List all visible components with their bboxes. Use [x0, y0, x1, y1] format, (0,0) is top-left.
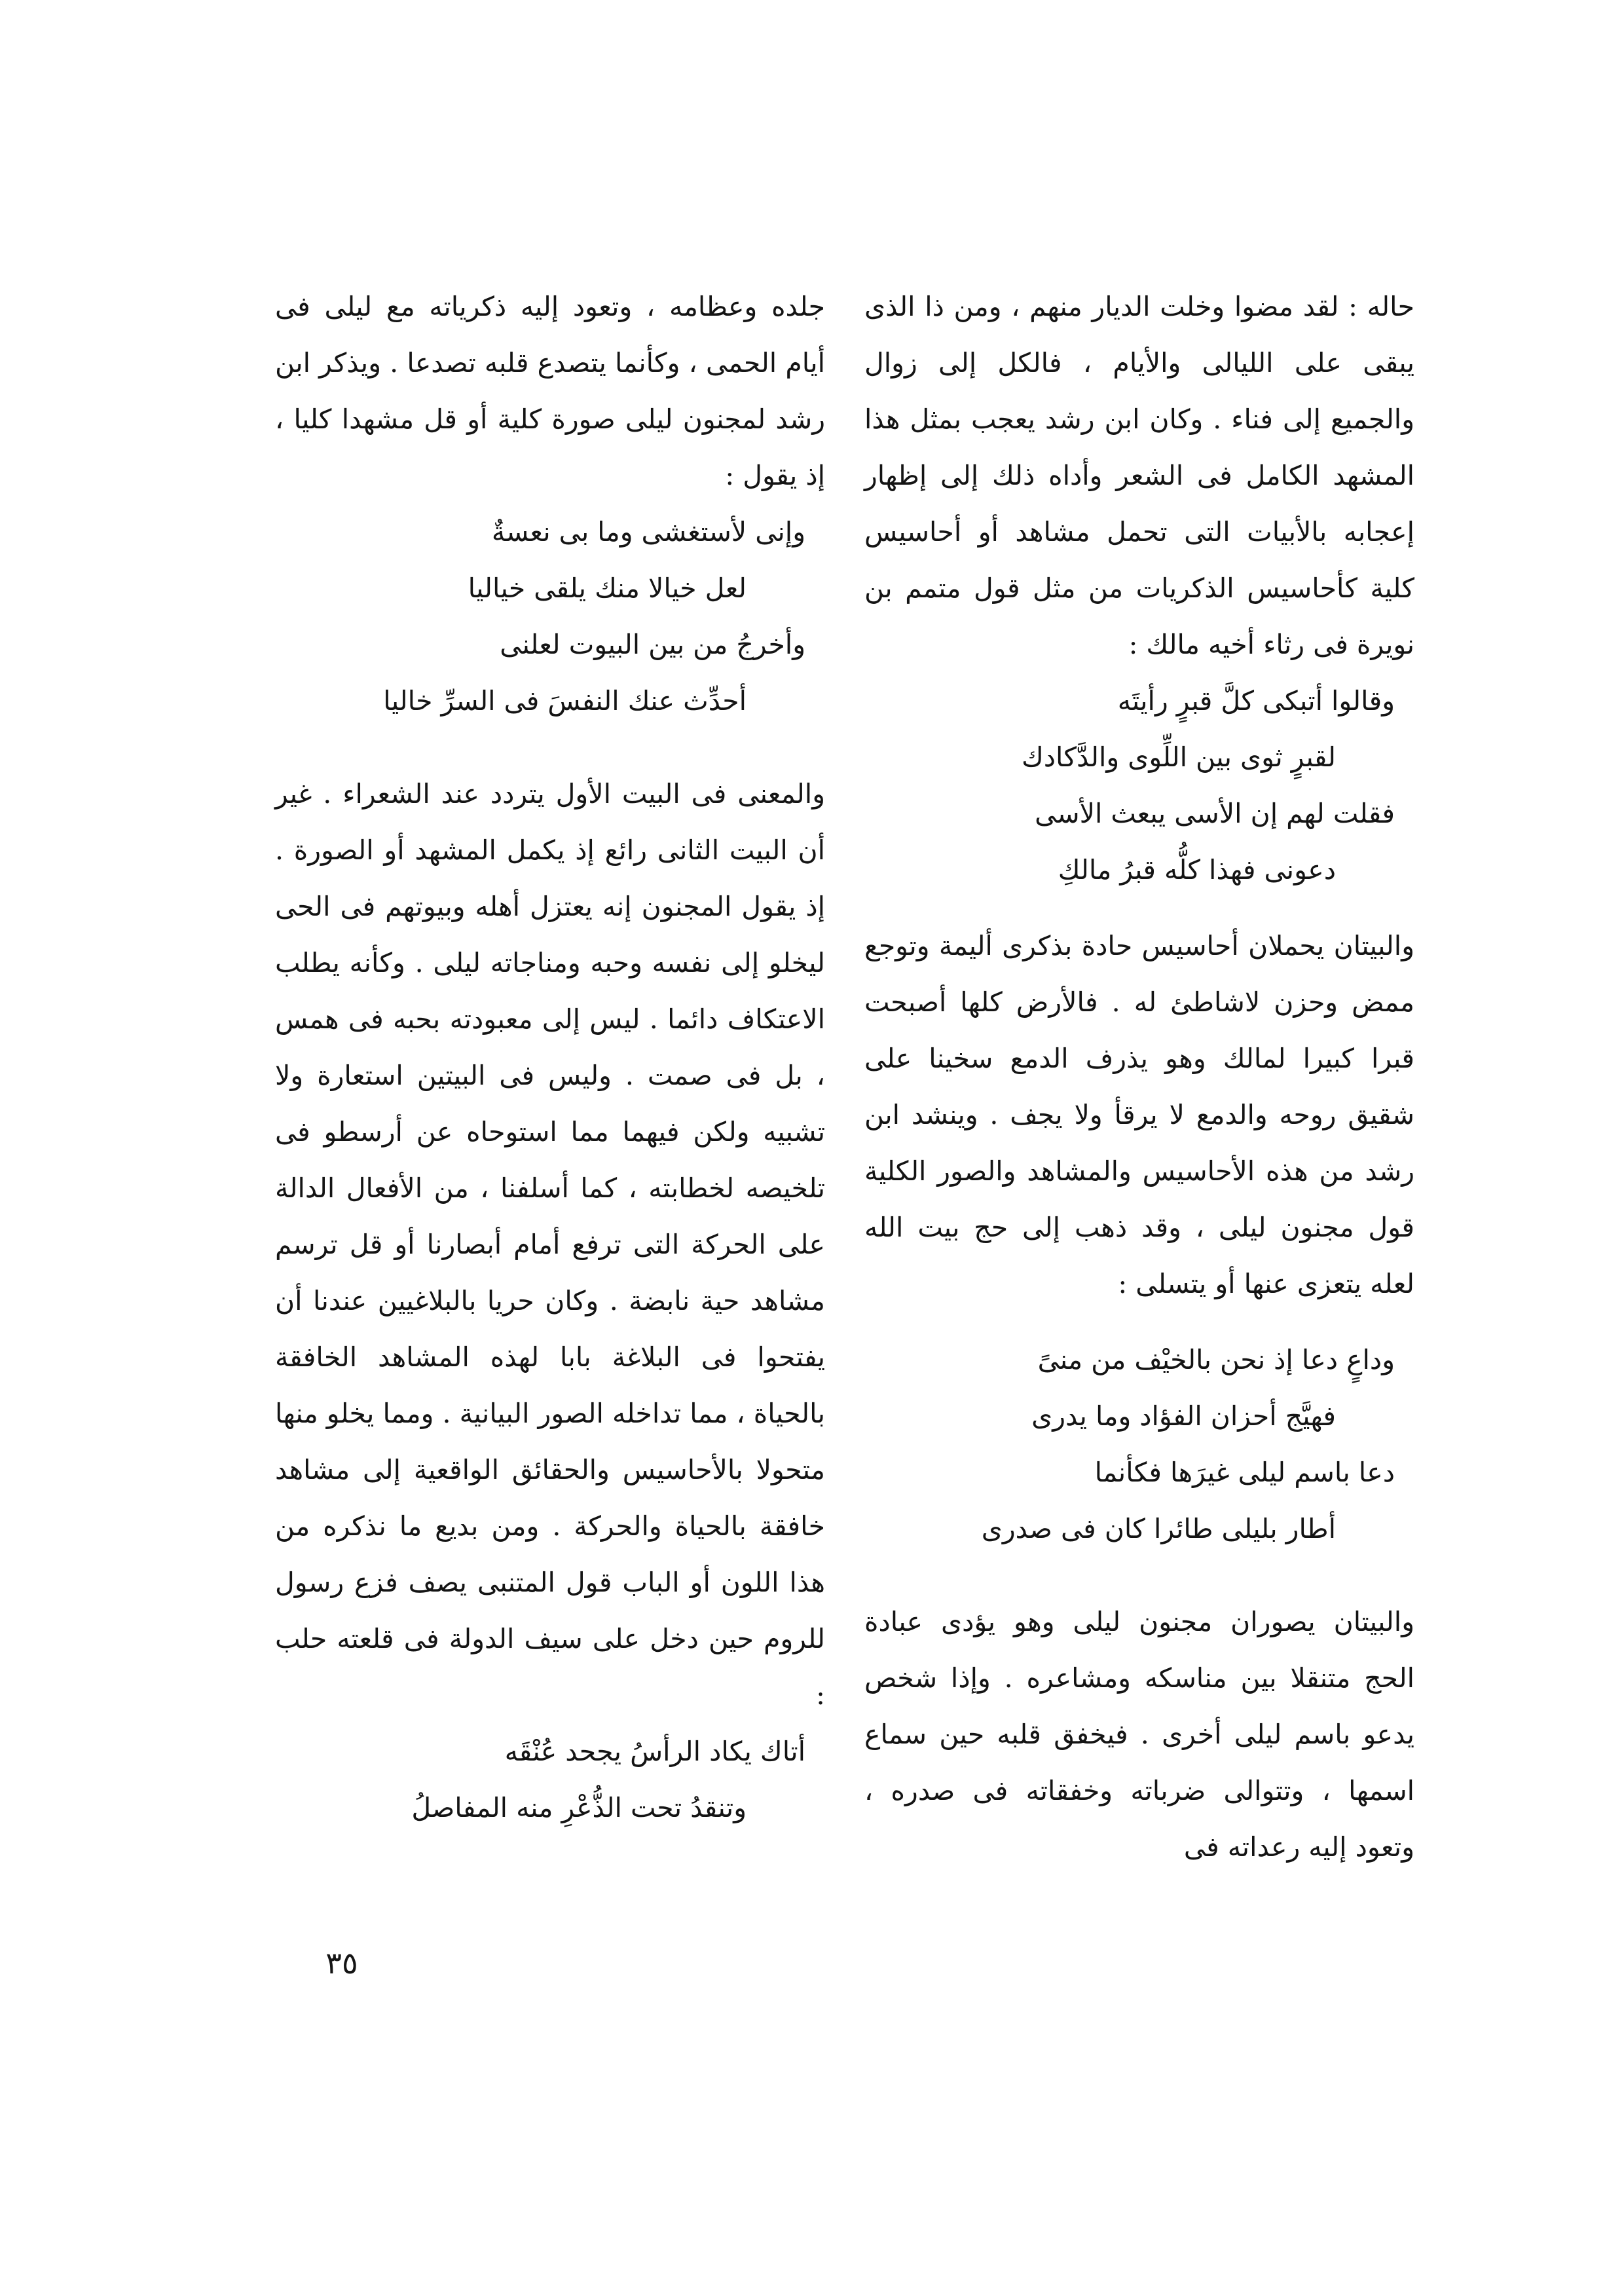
verse-line: وداعٍ دعا إذ نحن بالخيْف من منىً	[1037, 1344, 1395, 1375]
verse-line: وأخرجُ من بين البيوت لعلنى	[500, 629, 805, 660]
paragraph: والبيتان يصوران مجنون ليلى وهو يؤدى عبادة الحج متنقلا بين مناسكه ومشاعره . وإذا شخص يدعو باسم ليلى أخرى . فيخفق قلبه حين سماع اسمها ، وتتوالى ضرباته وخفقاته فى صدره ، وتعود إليه رعداته فى	[864, 1606, 1414, 1863]
verse-line: فقلت لهم إن الأسى يبعث الأسى	[1035, 798, 1395, 829]
verse-line: فهيَّج أحزان الفؤاد وما يدرى	[1031, 1400, 1336, 1432]
verse-line: وقالوا أتبكى كلَّ قبرٍ رأيتَه	[1117, 685, 1395, 717]
verse-line: لقبرٍ ثوى بين اللِّوى والدَّكادك	[1021, 741, 1336, 773]
paragraph: جلده وعظامه ، وتعود إليه ذكرياته مع ليلى فى أيام الحمى ، وكأنما يتصدع قلبه تصدعا . ويذكر ابن رشد لمجنون ليلى صورة كلية أو قل مشهدا كليا ، إذ يقول :	[275, 291, 826, 491]
verse-line: وتنقدُ تحت الذُّعْرِ منه المفاصلُ	[411, 1792, 747, 1823]
paragraph: والبيتان يحملان أحاسيس حادة بذكرى أليمة وتوجع ممض وحزن لاشاطئ له . فالأرض كلها أصبحت قبرا كبيرا لمالك وهو يذرف الدمع سخينا على شقيق روحه والدمع لا يرقأ ولا يجف . وينشد ابن رشد من هذه الأحاسيس والمشاهد والصور الكلية قول مجنون ليلى ، وقد ذهب إلى حج بيت الله لعله يتعزى عنها أو يتسلى :	[864, 930, 1414, 1299]
verse-line: دعونى فهذا كلُّه قبرُ مالكِ	[1058, 854, 1336, 886]
verse-line: لعل خيالا منك يلقى خياليا	[468, 572, 747, 604]
verse-line: أطار بليلى طائرا كان فى صدرى	[981, 1513, 1336, 1544]
verse-line: دعا باسم ليلى غيرَها فكأنما	[1094, 1457, 1395, 1488]
right-column	[864, 278, 1414, 1875]
paragraph: والمعنى فى البيت الأول يتردد عند الشعراء . غير أن البيت الثانى رائع إذ يكمل المشهد أو الصورة . إذ يقول المجنون إنه يعتزل أهله وبيوتهم فى الحى ليخلو إلى نفسه وحبه ومناجاته ليلى . وكأنه يطلب الاعتكاف دائما . ليس إلى معبودته بحبه فى همس ، بل فى صمت . وليس فى البيتين استعارة ولا تشبيه ولكن فيهما مما استوحاه عن أرسطو فى تلخيصه لخطابته ، كما أسلفنا ، من الأفعال الدالة على الحركة التى ترفع أمام أبصارنا أو قل ترسم مشاهد حية نابضة . وكان حريا بالبلاغيين عندنا أن يفتحوا فى البلاغة بابا لهذه المشاهد الخافقة بالحياة ، مما تداخله الصور البيانية . ومما يخلو منها متحولا بالأحاسيس والحقائق الواقعية إلى مشاهد خافقة بالحياة والحركة . ومن بديع ما نذكره من هذا اللون أو الباب قول المتنبى يصف فزع رسول للروم حين دخل على سيف الدولة فى قلعته حلب :	[275, 778, 825, 1711]
paragraph: حاله : لقد مضوا وخلت الديار منهم ، ومن ذا الذى يبقى على الليالى والأيام ، فالكل إلى زوال والجميع إلى فناء . وكان ابن رشد يعجب بمثل هذا المشهد الكامل فى الشعر وأداه ذلك إلى إظهار إعجابه بالأبيات التى تحمل مشاهد أو أحاسيس كلية كأحاسيس الذكريات من مثل قول متمم بن نويرة فى رثاء أخيه مالك :	[864, 291, 1414, 660]
verse-line: أحدِّث عنك النفسَ فى السرِّ خاليا	[383, 685, 747, 717]
page-number: ٣٥	[325, 1945, 358, 1981]
verse-line: وإنى لأستغشى وما بى نعسةٌ	[491, 516, 805, 548]
left-column	[275, 278, 825, 1836]
verse-line: أتاك يكاد الرأسُ يجحد عُنْقَه	[504, 1736, 805, 1767]
